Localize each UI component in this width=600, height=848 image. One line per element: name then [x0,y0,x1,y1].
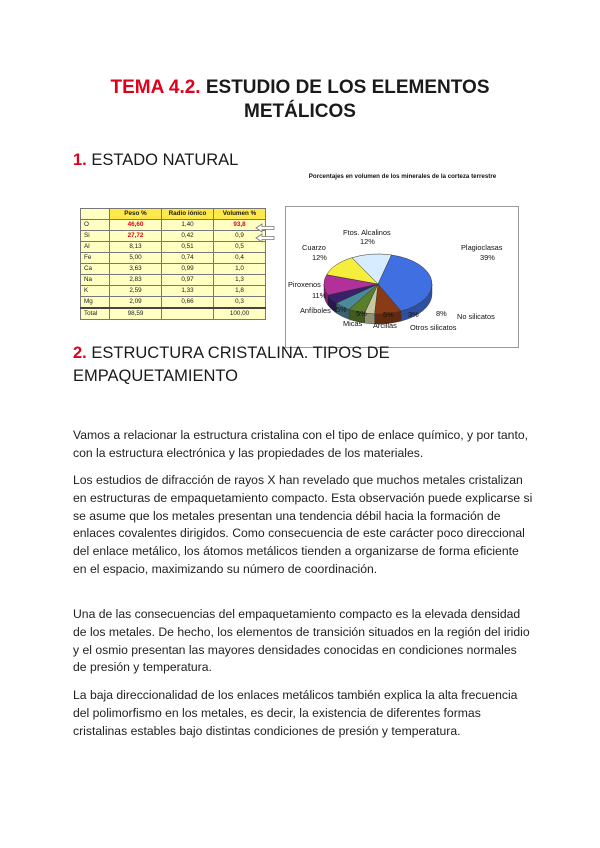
table-cell: 27,72 [110,231,162,242]
table-total-row [81,308,266,320]
table-row [81,242,266,253]
table-cell: 2,83 [110,275,162,286]
table-cell: 1,8 [214,286,266,297]
table-cell: Ca [81,264,110,275]
arrow-left-icon [254,223,276,245]
label-nosil: No silicatos [457,312,495,321]
table-cell: O [81,220,110,231]
label-cuarzo-pct: 12% [312,253,327,262]
table-cell: 1,0 [214,264,266,275]
title-prefix: TEMA 4.2. [110,77,201,98]
table-cell: 100,00 [214,308,266,320]
table-cell: 0,66 [162,297,214,309]
section1-number: 1. [73,151,87,169]
label-otros-pct: 3% [408,310,419,319]
pie-chart [285,206,517,346]
title-line2: METÁLICOS [244,101,356,122]
table-cell: 0,4 [214,253,266,264]
label-plagio-pct: 39% [480,253,495,262]
table-cell: 1,33 [162,286,214,297]
element-table [80,208,266,320]
table-cell: Na [81,275,110,286]
table-cell: 2,09 [110,297,162,309]
table-row [81,253,266,264]
table-cell: Fe [81,253,110,264]
table-cell: 0,97 [162,275,214,286]
table-cell: 2,59 [110,286,162,297]
page-title [60,76,540,124]
label-nosil-pct: 8% [436,309,447,318]
paragraph: Una de las consecuencias del empaquetamiento compacto es la elevada densidad de los metales. De hecho, los elementos de transición situados en la región del iridio y el osmio presentan las mayores densidades conocidas en condiciones normales de presión y temperatura. [73,607,530,675]
table-cell: 46,60 [110,220,162,231]
paragraph: La baja direccionalidad de los enlaces metálicos también explica la alta frecuencia del polimorfismo en los metales, es decir, la existencia de diferentes formas cristalinas estables bajo distintas condiciones de presión y temperatura. [73,688,518,738]
label-anfiboles: Anfíboles [300,306,331,315]
table-cell: 0,3 [214,297,266,309]
chart-title: Porcentajes en volumen de los minerales de la corteza terrestre [308,173,497,180]
label-ftos: Ftos. Alcalinos [343,228,391,237]
table-cell: 0,74 [162,253,214,264]
label-micas: Micas [343,319,363,328]
label-ftos-pct: 12% [360,237,375,246]
title-line1: ESTUDIO DE LOS ELEMENTOS [205,77,490,98]
section1-title: ESTADO NATURAL [91,151,239,169]
label-piroxenos-pct: 11% [312,291,327,300]
table-cell: 8,13 [110,242,162,253]
label-anfiboles-pct: 5% [336,305,347,314]
label-plagio: Plagioclasas [461,243,503,252]
table-cell: 0,51 [162,242,214,253]
table-cell: 3,63 [110,264,162,275]
table-cell: 0,9 [214,231,266,242]
table-cell: 1,40 [162,220,214,231]
section2-number: 2. [73,344,87,362]
label-arcillas-pct: 5% [383,310,394,319]
label-cuarzo: Cuarzo [302,243,326,252]
table-cell: Si [81,231,110,242]
table-header: Volumen % [214,209,266,220]
table-cell: 93,8 [214,220,266,231]
table-row [81,231,266,242]
table-cell: 1,3 [214,275,266,286]
table-row [81,264,266,275]
label-micas-pct: 5% [356,309,367,318]
table-cell: Al [81,242,110,253]
table-cell: K [81,286,110,297]
paragraph: Vamos a relacionar la estructura cristalina con el tipo de enlace químico, y por tanto, con la estructura electrónica y las propiedades de los materiales. [73,428,529,460]
table-header: Peso % [110,209,162,220]
section2-title-line1: ESTRUCTURA CRISTALINA. TIPOS DE [91,344,390,362]
table-row [81,275,266,286]
table-cell: 98,59 [110,308,162,320]
table-header-row [81,209,266,220]
table-cell: 0,42 [162,231,214,242]
table-header: Radio iónico [162,209,214,220]
paragraph: Los estudios de difracción de rayos X han revelado que muchos metales cristalizan en estructuras de empaquetamiento compacto. Esta observación puede explicarse si se asume que los metales presentan una tendencia débil hacia la formación de enlaces covalentes dirigidos. Como consecuencia de este carácter poco direccional del enlace metálico, los átomos metálicos tienden a organizarse de forma eficiente en el espacio, maximizando su número de coordinación. [73,473,533,576]
table-cell: 5,00 [110,253,162,264]
table-cell [162,308,214,320]
label-arcillas: Arcillas [373,321,397,330]
table-row [81,220,266,231]
section2-title-line2: EMPAQUETAMIENTO [73,367,239,385]
label-piroxenos: Piroxenos [288,280,321,289]
label-otros: Otros silicatos [410,323,457,332]
table-cell: Total [81,308,110,320]
table-cell: Mg [81,297,110,309]
table-row [81,297,266,309]
table-header [81,209,110,220]
table-cell: 0,99 [162,264,214,275]
section1-heading [73,149,238,172]
table-cell: 0,5 [214,242,266,253]
table-row [81,286,266,297]
section2-heading [73,342,390,388]
